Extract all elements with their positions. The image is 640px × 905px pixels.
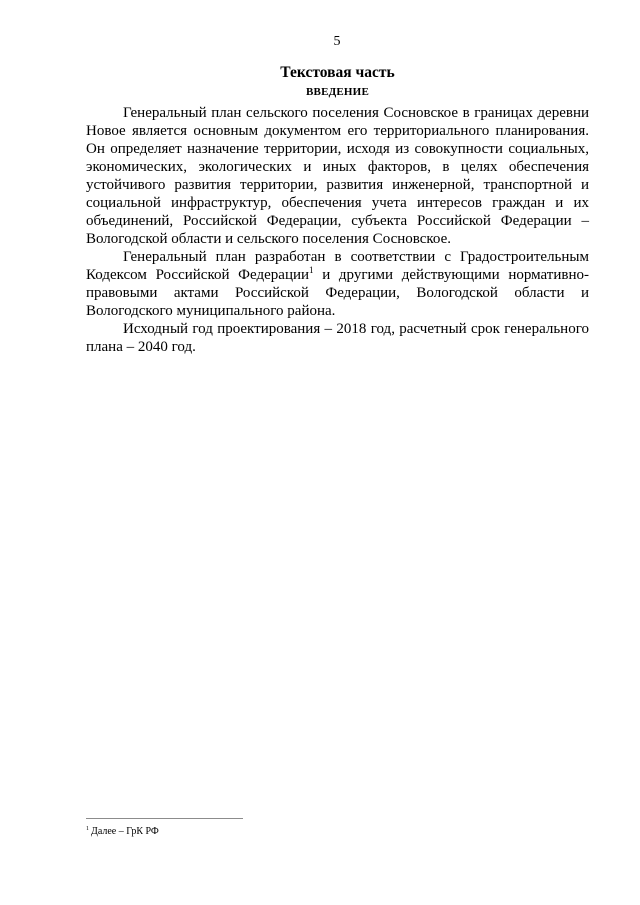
footnote: [86, 825, 159, 839]
paragraph-planning-period: Исходный год проектирования – 2018 год, расчетный срок генерального плана – 2040 год.: [86, 321, 589, 355]
footnote-marker: 1: [86, 826, 89, 832]
footnote-separator: [86, 818, 243, 819]
paragraph-legal-basis: [86, 248, 589, 320]
paragraph-text: и другими действующими нормативно-правовыми актами Российской Федерации, Вологодской области и Вологодского муниципального района.: [86, 267, 589, 319]
body-text: [86, 104, 589, 356]
footnote-text: Далее – ГрК РФ: [91, 826, 159, 837]
page-number: 5: [333, 34, 341, 49]
section-heading: ВВЕДЕНИЕ: [306, 86, 369, 98]
paragraph-introduction: Генеральный план сельского поселения Сосновское в границах деревни Новое является основным документом его территориального планирования. Он определяет назначение территории, исходя из совокупности социальных, экономических, экологических и иных факторов, в целях обеспечения устойчивого развития территории, развития инженерной, транспортной и социальной инфраструктур, обеспечения учета интересов граждан и их объединений, Российской Федерации, субъекта Российской Федерации – Вологодской области и сельского поселения Сосновское.: [86, 105, 589, 247]
paragraph-text: Генеральный план разработан в соответствии с Градостроительным Кодексом Российской Федерации: [86, 249, 589, 283]
page-title: Текстовая часть: [280, 64, 395, 81]
footnote-reference[interactable]: 1: [309, 265, 314, 275]
